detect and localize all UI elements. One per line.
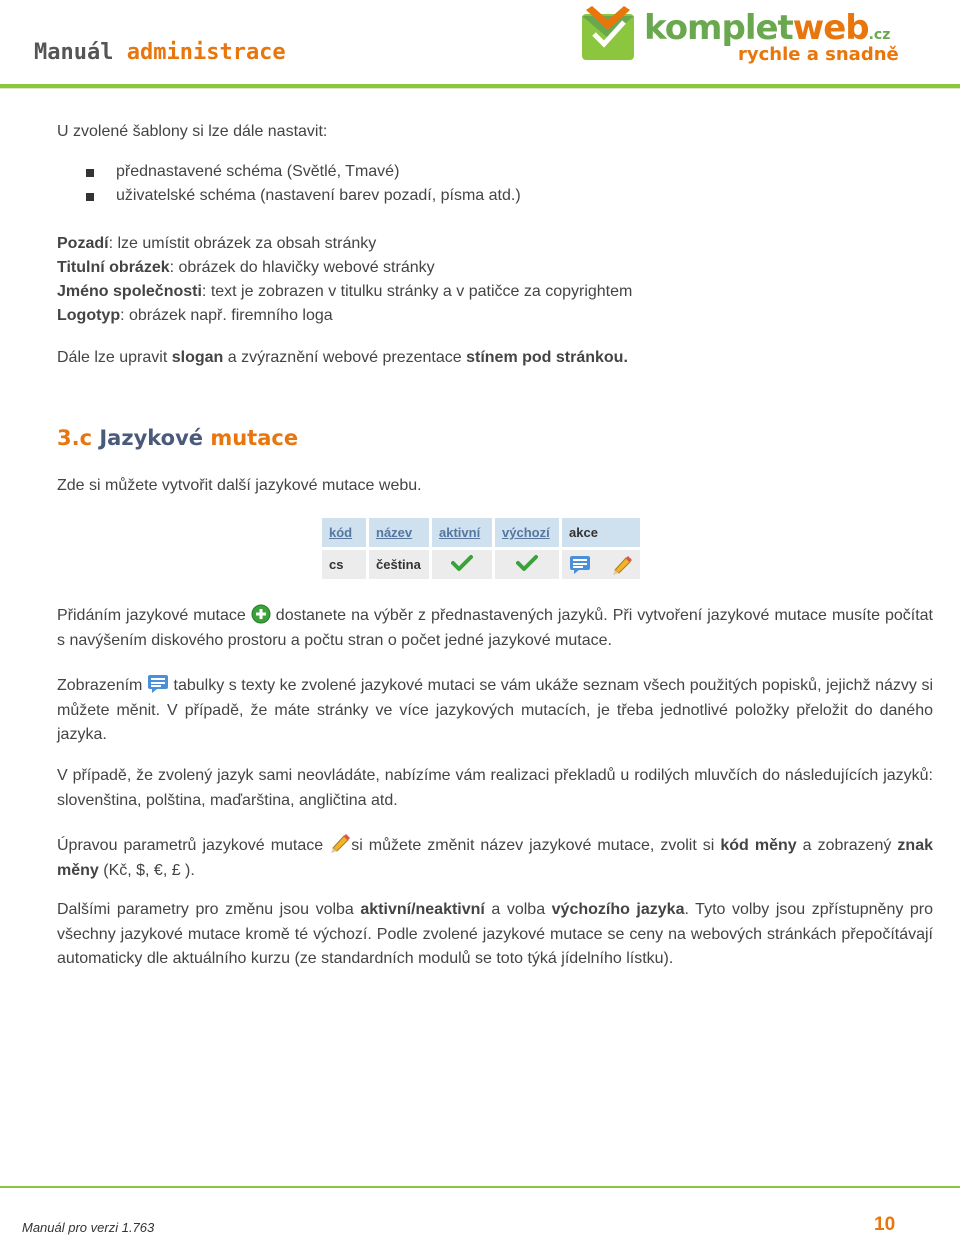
- paragraph-show-table: Zobrazením tabulky s texty ke zvolené jazykové mutaci se vám ukáže seznam všech použitých popisků, jejichž názvy si můžete měnit. V případě, že máte stránky ve více jazykových mutacích, je třeba jednotlivé položky přeložit do daného jazyka.: [57, 674, 933, 748]
- table-header-row: [322, 518, 640, 550]
- column-header-default[interactable]: výchozí: [495, 518, 559, 550]
- slogan-text: Dále lze upravit slogan a zvýraznění webové prezentace stínem pod stránkou.: [57, 349, 628, 366]
- section-subtitle: Zde si můžete vytvořit další jazykové mutace webu.: [57, 477, 422, 494]
- pencil-icon[interactable]: [611, 554, 633, 576]
- logo-brand-part1: komplet: [644, 8, 793, 48]
- logo-tagline: rychle a snadně: [738, 44, 899, 65]
- property-line: Titulní obrázek: obrázek do hlavičky webové stránky: [57, 259, 435, 276]
- cell-actions: [562, 550, 640, 579]
- bullet-square-icon: [86, 169, 94, 177]
- settings-properties: [57, 232, 632, 328]
- property-line: Jméno společnosti: text je zobrazen v titulku stránky a v patičce za copyrightem: [57, 283, 633, 300]
- table-row: [322, 550, 640, 579]
- logo-brand-part2: web: [792, 8, 869, 48]
- add-plus-icon: [251, 604, 271, 624]
- language-table: [319, 518, 643, 579]
- logo-brand-part3: .cz: [868, 27, 891, 43]
- cell-default: [495, 550, 559, 579]
- column-header-name[interactable]: název: [369, 518, 429, 550]
- column-header-code[interactable]: kód: [322, 518, 366, 550]
- cell-code: cs: [322, 550, 366, 579]
- section-title-part2: mutace: [210, 426, 299, 450]
- section-heading: [57, 426, 298, 450]
- cell-name: čeština: [369, 550, 429, 579]
- property-line: Logotyp: obrázek např. firemního loga: [57, 307, 333, 324]
- section-title-part1: Jazykové: [99, 426, 204, 450]
- header-title: [34, 40, 286, 65]
- cell-active: [432, 550, 492, 579]
- header-title-word2: administrace: [126, 40, 286, 65]
- footer-divider: [0, 1186, 960, 1188]
- intro-text: U zvolené šablony si lze dále nastavit:: [57, 123, 328, 140]
- scheme-bullet-list: [86, 160, 521, 208]
- list-item: uživatelské schéma (nastavení barev pozadí, písma atd.): [86, 184, 521, 208]
- column-header-active[interactable]: aktivní: [432, 518, 492, 550]
- logo-brand-text: [644, 8, 890, 48]
- list-item: přednastavené schéma (Světlé, Tmavé): [86, 160, 521, 184]
- list-icon: [147, 674, 169, 694]
- header-title-word1: Manuál: [34, 40, 114, 65]
- paragraph-edit-params: Úpravou parametrů jazykové mutace si můžete změnit název jazykové mutace, zvolit si kód měny a zobrazený znak měny (Kč, $, €, £ ).: [57, 832, 933, 883]
- header-divider: [0, 84, 960, 88]
- column-header-actions: akce: [562, 518, 640, 550]
- footer-version: Manuál pro verzi 1.763: [22, 1220, 155, 1235]
- pencil-icon: [329, 832, 351, 854]
- paragraph-add-mutation: Přidáním jazykové mutace dostanete na výběr z přednastavených jazyků. Při vytvoření jazykové mutace musíte počítat s navýšením diskového prostoru a počtu stran o počet jedné jazykové mutace.: [57, 604, 933, 653]
- section-number: 3.c: [57, 426, 93, 450]
- check-icon[interactable]: [451, 554, 473, 572]
- paragraph-other-params: Dalšími parametry pro změnu jsou volba aktivní/neaktivní a volba výchozího jazyka. Tyto volby jsou zpřístupněny pro všechny jazykové mutace kromě té výchozí. Podle zvolené jazykové mutace se ceny na webových stránkách přepočítávají automaticky dle aktuálního kurzu (ze standardních modulů se toto týká jídelního lístku).: [57, 901, 934, 967]
- page-number: 10: [874, 1214, 896, 1235]
- property-line: Pozadí: lze umístit obrázek za obsah stránky: [57, 235, 377, 252]
- check-icon[interactable]: [516, 554, 538, 572]
- paragraph-translations: V případě, že zvolený jazyk sami neovládáte, nabízíme vám realizaci překladů u rodilých mluvčích do následujících jazyků: slovenština, polština, maďarština, angličtina atd.: [57, 767, 933, 809]
- brand-logo: [578, 4, 918, 66]
- list-icon[interactable]: [569, 555, 591, 575]
- mail-envelope-logo-icon: [578, 4, 640, 64]
- bullet-square-icon: [86, 193, 94, 201]
